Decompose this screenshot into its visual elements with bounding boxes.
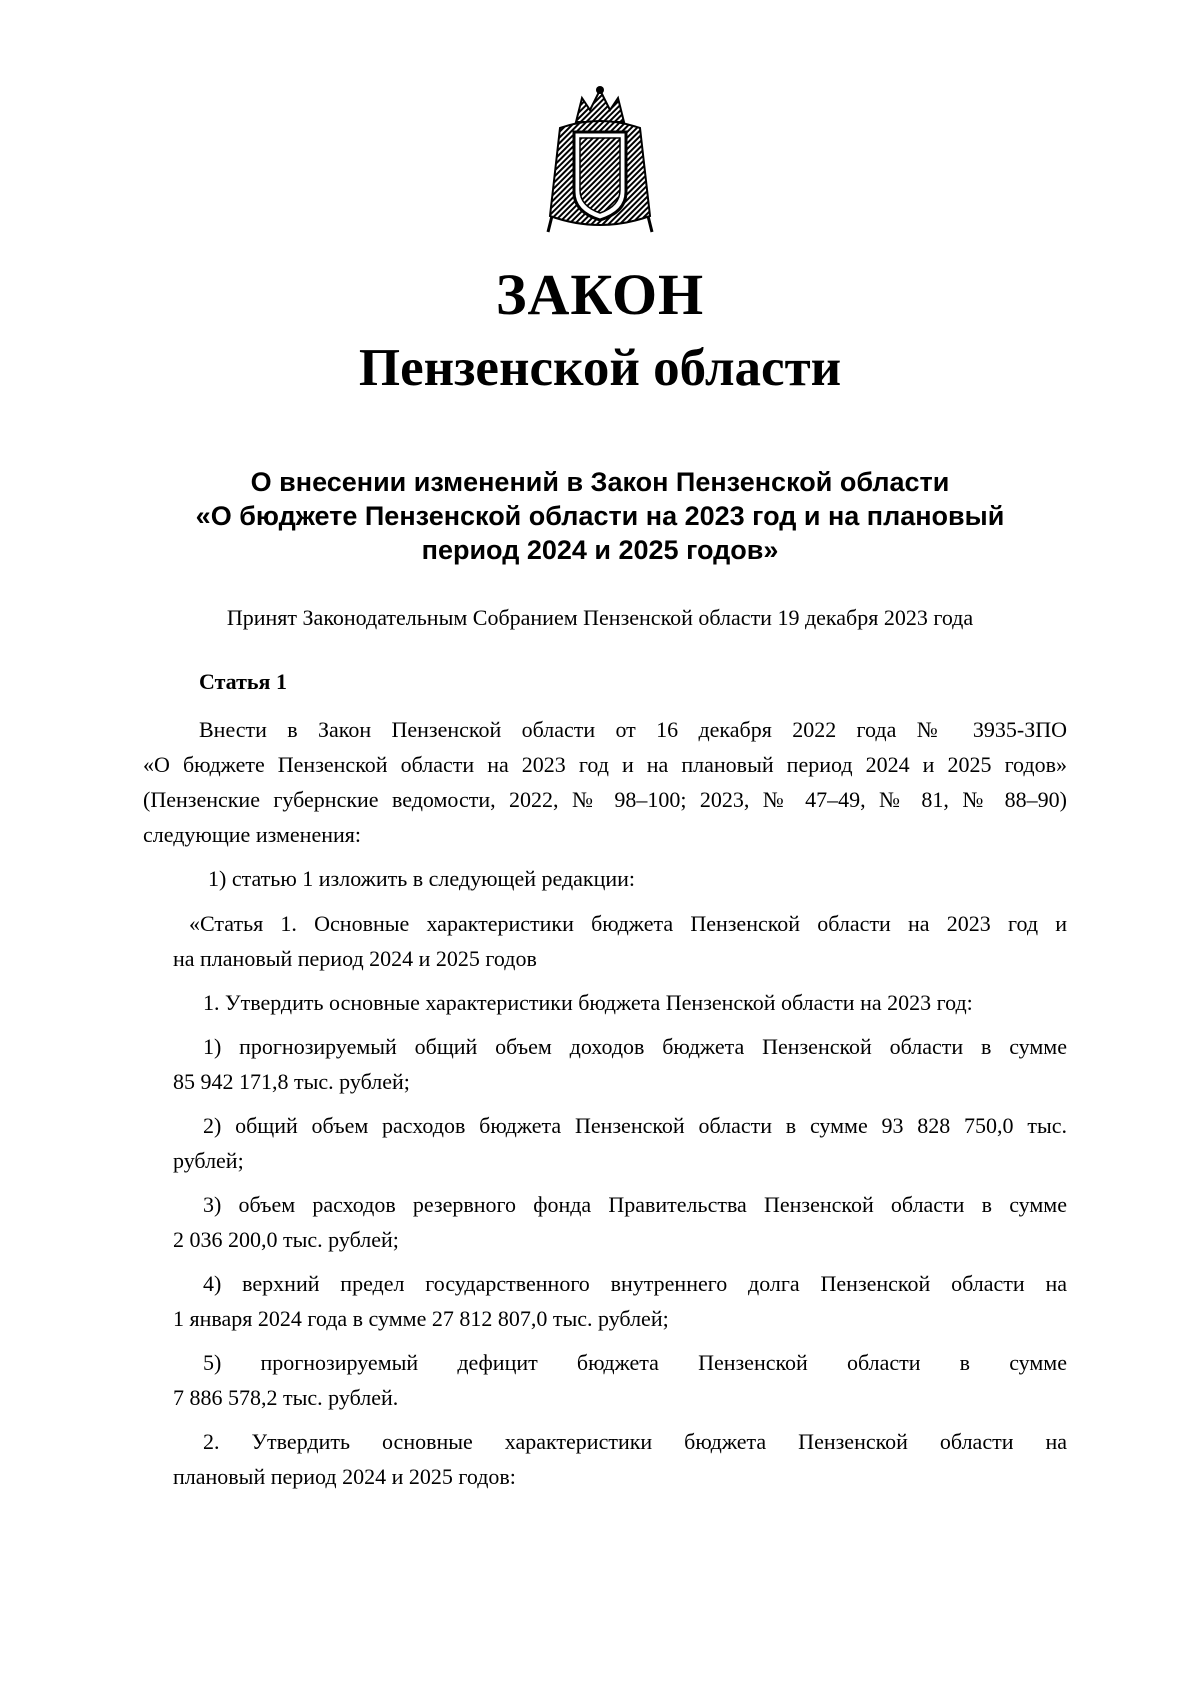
paragraph-line: «О бюджете Пензенской области на 2023 год и на плановый период 2024 и 2025 годов» <box>143 752 1067 777</box>
paragraph-line: 1 января 2024 года в сумме 27 812 807,0 тыс. рублей; <box>173 1306 669 1331</box>
paragraph-line: плановый период 2024 и 2025 годов: <box>173 1464 516 1489</box>
paragraph-line: следующие изменения: <box>143 822 361 847</box>
article-title: Статья 1 <box>199 669 287 694</box>
paragraph-line: 4) верхний предел государственного внутреннего долга Пензенской области на <box>203 1271 1067 1296</box>
paragraph-line: 3) объем расходов резервного фонда Правительства Пензенской области в сумме <box>203 1192 1067 1217</box>
paragraph-line: Внести в Закон Пензенской области от 16 декабря 2022 года № 3935-ЗПО <box>199 717 1067 742</box>
paragraph-line: 7 886 578,2 тыс. рублей. <box>173 1385 399 1410</box>
paragraph-line: «Статья 1. Основные характеристики бюджета Пензенской области на 2023 год и <box>189 911 1067 936</box>
paragraph-line: 2. Утвердить основные характеристики бюджета Пензенской области на <box>203 1429 1067 1454</box>
paragraph-line: 1. Утвердить основные характеристики бюджета Пензенской области на 2023 год: <box>203 990 973 1015</box>
region-title: Пензенской области <box>358 339 842 397</box>
law-heading-line: О внесении изменений в Закон Пензенской области <box>250 467 950 497</box>
law-heading-line: «О бюджете Пензенской области на 2023 год и на плановый <box>195 501 1005 531</box>
paragraph-line: 85 942 171,8 тыс. рублей; <box>173 1069 410 1094</box>
paragraph-line: (Пензенские губернские ведомости, 2022, № 98–100; 2023, № 47–49, № 81, № 88–90) <box>143 787 1067 812</box>
paragraph-line: на плановый период 2024 и 2025 годов <box>173 946 537 971</box>
adoption-note: Принят Законодательным Собранием Пензенской области 19 декабря 2023 года <box>226 605 974 630</box>
law-heading-line: период 2024 и 2025 годов» <box>421 535 779 565</box>
paragraph-line: рублей; <box>173 1148 244 1173</box>
document-type-title: ЗАКОН <box>495 262 705 327</box>
law-heading <box>150 465 1050 567</box>
paragraph-line: 2) общий объем расходов бюджета Пензенской области в сумме 93 828 750,0 тыс. <box>203 1113 1067 1138</box>
paragraph-line: 5) прогнозируемый дефицит бюджета Пензенской области в сумме <box>203 1350 1067 1375</box>
coat-of-arms-icon <box>538 84 662 236</box>
paragraph-line: 1) прогнозируемый общий объем доходов бюджета Пензенской области в сумме <box>203 1034 1067 1059</box>
list-item: 1) статью 1 изложить в следующей редакции: <box>208 866 636 891</box>
paragraph-line: 2 036 200,0 тыс. рублей; <box>173 1227 399 1252</box>
